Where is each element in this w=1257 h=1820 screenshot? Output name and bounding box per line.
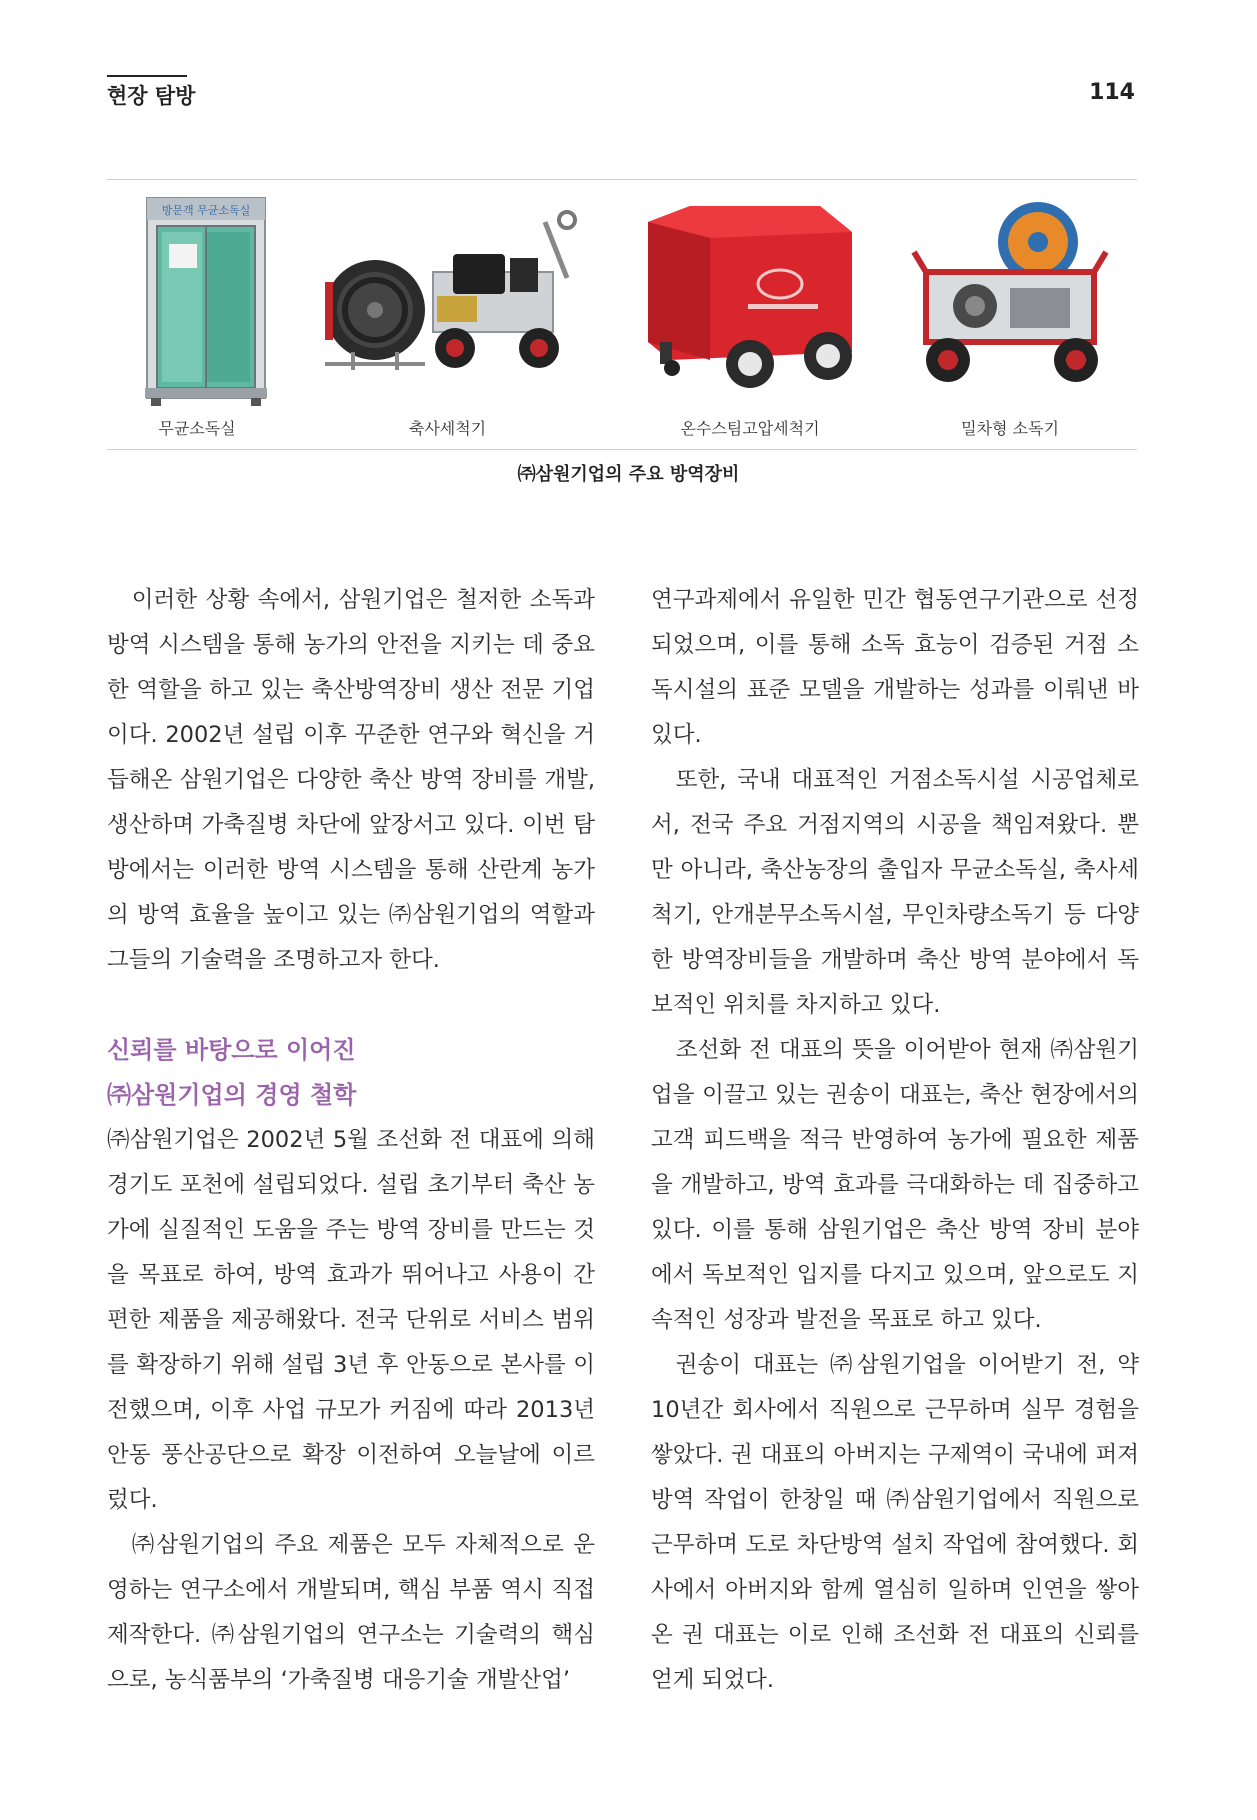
sub-heading-line2: ㈜삼원기업의 경영 철학 (107, 1081, 357, 1109)
booth-sign: 방문객 무균소독실 (161, 204, 251, 217)
paragraph: 또한, 국내 대표적인 거점소독시설 시공업체로서, 전국 주요 거점지역의 시공을 책임져왔다. 뿐만 아니라, 축산농장의 출입자 무균소독실, 축사세척기, 안개분무소독시설, 무인차량소독기 등 다양한 방역장비들을 개발하며 축산 방역 분야에서 독보적인 위치를 차지하고 있다. (651, 767, 1139, 1018)
paragraph: 연구과제에서 유일한 민간 협동연구기관으로 선정되었으며, 이를 통해 소독 효능이 검증된 거점 소독시설의 표준 모델을 개발하는 성과를 이뤄낸 바 있다. (651, 587, 1139, 748)
equipment-steam-washer (630, 192, 870, 442)
paragraph: ㈜삼원기업은 2002년 5월 조선화 전 대표에 의해 경기도 포천에 설립되었다. 설립 초기부터 축산 농가에 실질적인 도움을 주는 방역 장비를 만드는 것을 목표로 하여, 방역 효과가 뛰어나고 사용이 간편한 제품을 제공해왔다. 전국 단위로 서비스 범위를 확장하기 위해 설립 3년 후 안동으로 본사를 이전했으며, 이후 사업 규모가 커짐에 따라 2013년 안동 풍산공단으로 확장 이전하여 오늘날에 이르렀다. (107, 1127, 595, 1513)
equipment-barn-washer (305, 192, 590, 442)
caption-cart-sprayer: 밀차형 소독기 (961, 419, 1059, 438)
barn-washer-image (305, 192, 590, 407)
caption-booth: 무균소독실 (158, 419, 236, 438)
sub-heading (107, 1028, 595, 1118)
page-number: 114 (1089, 80, 1135, 105)
paragraph: 권송이 대표는 ㈜삼원기업을 이어받기 전, 약 10년간 회사에서 직원으로 근무하며 실무 경험을 쌓았다. 권 대표의 아버지는 구제역이 국내에 퍼져 방역 작업이 한창일 때 ㈜삼원기업에서 직원으로 근무하며 도로 차단방역 설치 작업에 참여했다. 회사에서 아버지와 함께 열심히 일하며 인연을 쌓아온 권 대표는 이로 인해 조선화 전 대표의 신뢰를 얻게 되었다. (651, 1352, 1139, 1693)
caption-barn-washer: 축사세척기 (408, 419, 487, 438)
figure-caption: ㈜삼원기업의 주요 방역장비 (517, 464, 740, 485)
steam-washer-image (630, 192, 870, 407)
right-column (651, 578, 1139, 1703)
figure-top-rule (107, 179, 1137, 180)
paragraph: 이러한 상황 속에서, 삼원기업은 철저한 소독과 방역 시스템을 통해 농가의 안전을 지키는 데 중요한 역할을 하고 있는 축산방역장비 생산 전문 기업이다. 2002년 설립 이후 꾸준한 연구와 혁신을 거듭해온 삼원기업은 다양한 축산 방역 장비를 개발, 생산하며 가축질병 차단에 앞장서고 있다. 이번 탐방에서는 이러한 방역 시스템을 통해 산란계 농가의 방역 효율을 높이고 있는 ㈜삼원기업의 역할과 그들의 기술력을 조명하고자 한다. (107, 587, 595, 973)
cart-sprayer-image (900, 192, 1120, 407)
figure-bottom-rule (107, 449, 1137, 450)
sub-heading-line1: 신뢰를 바탕으로 이어진 (107, 1036, 356, 1064)
booth-image (107, 192, 287, 407)
equipment-cart-sprayer (900, 192, 1120, 442)
paragraph: ㈜삼원기업의 주요 제품은 모두 자체적으로 운영하는 연구소에서 개발되며, 핵심 부품 역시 직접 제작한다. ㈜삼원기업의 연구소는 기술력의 핵심으로, 농식품부의 ‘가축질병 대응기술 개발산업’ (107, 1532, 595, 1693)
left-column (107, 578, 595, 1703)
paragraph: 조선화 전 대표의 뜻을 이어받아 현재 ㈜삼원기업을 이끌고 있는 권송이 대표는, 축산 현장에서의 고객 피드백을 적극 반영하여 농가에 필요한 제품을 개발하고, 방역 효과를 극대화하는 데 집중하고 있다. 이를 통해 삼원기업은 축산 방역 장비 분야에서 독보적인 입지를 다지고 있으며, 앞으로도 지속적인 성장과 발전을 목표로 하고 있다. (651, 1037, 1139, 1333)
equipment-booth (107, 192, 287, 442)
section-label: 현장 탐방 (107, 84, 196, 108)
caption-steam-washer: 온수스팀고압세척기 (680, 419, 820, 438)
header-rule (107, 75, 187, 77)
